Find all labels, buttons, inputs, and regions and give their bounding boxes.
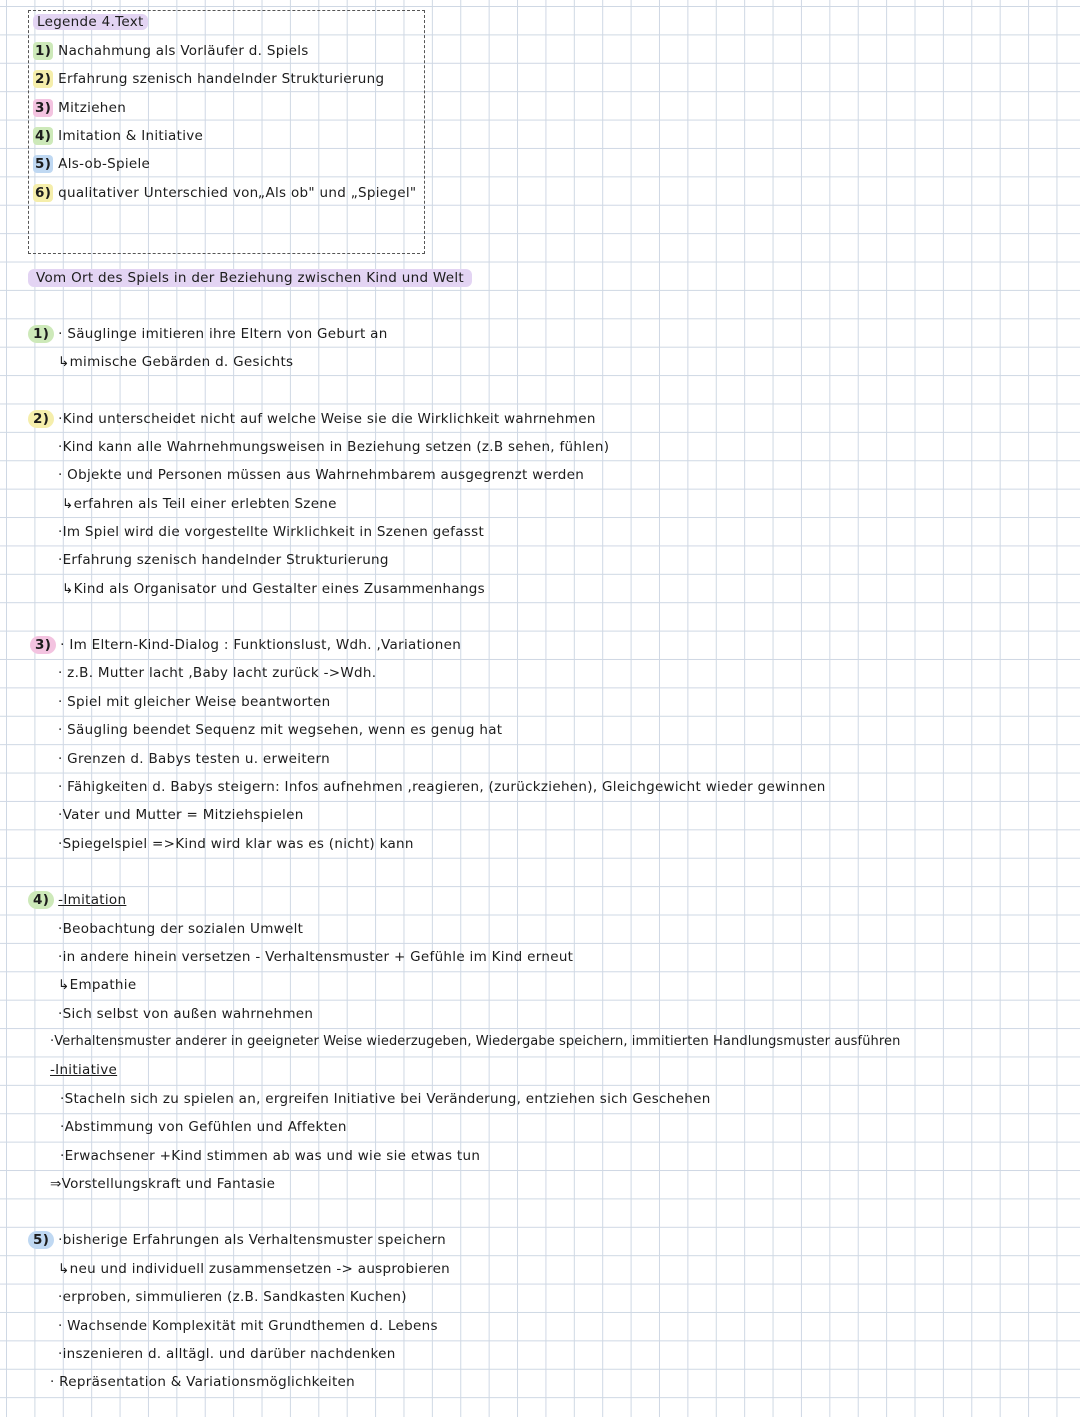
legend-badge: 2) [35, 71, 52, 87]
section-5-line: 5) ·bisherige Erfahrungen als Verhaltensmuster speichern [28, 1231, 446, 1249]
legend-badge: 6) [35, 185, 52, 201]
section-2-line: 2) ·Kind unterscheidet nicht auf welche Weise sie die Wirklichkeit wahrnehmen [28, 410, 596, 428]
section-1-line: ↳mimische Gebärden d. Gesichts [58, 354, 294, 370]
section-5-line: ·inszenieren d. alltägl. und darüber nachdenken [58, 1346, 396, 1362]
section-4-line: ·Sich selbst von außen wahrnehmen [58, 1006, 314, 1022]
legend-item: 2) Erfahrung szenisch handelnder Strukturierung [35, 71, 385, 87]
section-2-line: ↳erfahren als Teil einer erlebten Szene [62, 496, 337, 512]
section-4-line: ⇒Vorstellungskraft und Fantasie [50, 1176, 276, 1192]
legend-badge: 5) [35, 156, 52, 172]
section-2-line: ·Kind kann alle Wahrnehmungsweisen in Beziehung setzen (z.B sehen, fühlen) [58, 439, 610, 455]
legend-item: 3) Mitziehen [35, 100, 127, 116]
legend-badge: 4) [35, 128, 52, 144]
section-4-line: ·Abstimmung von Gefühlen und Affekten [60, 1119, 347, 1135]
section-2-line: · Objekte und Personen müssen aus Wahrnehmbarem ausgegrenzt werden [58, 467, 585, 483]
section-badge: 3) [30, 636, 56, 654]
section-4-line: ·Beobachtung der sozialen Umwelt [58, 921, 304, 937]
section-5-line: ↳neu und individuell zusammensetzen -> ausprobieren [58, 1261, 451, 1277]
section-2-line: ·Erfahrung szenisch handelnder Strukturierung [58, 552, 389, 568]
section-5-line: · Wachsende Komplexität mit Grundthemen d. Lebens [58, 1318, 438, 1334]
section-4-line: ·Erwachsener +Kind stimmen ab was und wie sie etwas tun [60, 1148, 481, 1164]
legend-item: 5) Als-ob-Spiele [35, 156, 151, 172]
section-4-line [28, 891, 126, 909]
section-1-line: 1) · Säuglinge imitieren ihre Eltern von Geburt an [28, 325, 388, 343]
section-4-line: ↳Empathie [58, 977, 137, 993]
section-4-line: ·Stacheln sich zu spielen an, ergreifen Initiative bei Veränderung, entziehen sich Geschehen [60, 1091, 711, 1107]
legend-title: Legende 4.Text [33, 13, 148, 31]
page-heading: Vom Ort des Spiels in der Beziehung zwischen Kind und Welt [28, 269, 472, 287]
section-4-line: ·in andere hinein versetzen - Verhaltensmuster + Gefühle im Kind erneut [58, 949, 574, 965]
section-5-line: · Repräsentation & Variationsmöglichkeiten [50, 1374, 356, 1390]
section-3-line: · z.B. Mutter lacht ,Baby lacht zurück ->Wdh. [58, 665, 377, 681]
section-3-line: · Spiel mit gleicher Weise beantworten [58, 694, 331, 710]
section-badge: 1) [28, 325, 54, 343]
section-badge: 5) [28, 1231, 54, 1249]
section-2-line: ↳Kind als Organisator und Gestalter eines Zusammenhangs [62, 581, 486, 597]
section-3-line: · Grenzen d. Babys testen u. erweitern [58, 751, 331, 767]
legend-item: 6) qualitativer Unterschied von„Als ob" und „Spiegel" [35, 185, 417, 201]
initiative-title: -Initiative [50, 1062, 118, 1078]
section-3-line: · Fähigkeiten d. Babys steigern: Infos aufnehmen ,reagieren, (zurückziehen), Gleichgewicht wieder gewinnen [58, 779, 826, 795]
legend-badge: 3) [35, 100, 52, 116]
section-4-line: ·Verhaltensmuster anderer in geeigneter Weise wiederzugeben, Wiedergabe speichern, immitierten Handlungsmuster ausführen [50, 1034, 901, 1049]
section-3-line: 3) · Im Eltern-Kind-Dialog : Funktionslust, Wdh. ,Variationen [30, 636, 461, 654]
legend-item: 4) Imitation & Initiative [35, 128, 204, 144]
section-3-line: ·Vater und Mutter = Mitziehspielen [58, 807, 304, 823]
section-3-line: ·Spiegelspiel =>Kind wird klar was es (nicht) kann [58, 836, 414, 852]
section-3-line: · Säugling beendet Sequenz mit wegsehen, wenn es genug hat [58, 722, 503, 738]
section-badge: 4) [28, 891, 54, 909]
section-badge: 2) [28, 410, 54, 428]
legend-item: 1) Nachahmung als Vorläufer d. Spiels [35, 43, 309, 59]
section-5-line: ·erproben, simmulieren (z.B. Sandkasten Kuchen) [58, 1289, 407, 1305]
legend-badge: 1) [35, 43, 52, 59]
imitation-title: -Imitation [58, 892, 127, 908]
section-2-line: ·Im Spiel wird die vorgestellte Wirklichkeit in Szenen gefasst [58, 524, 485, 540]
